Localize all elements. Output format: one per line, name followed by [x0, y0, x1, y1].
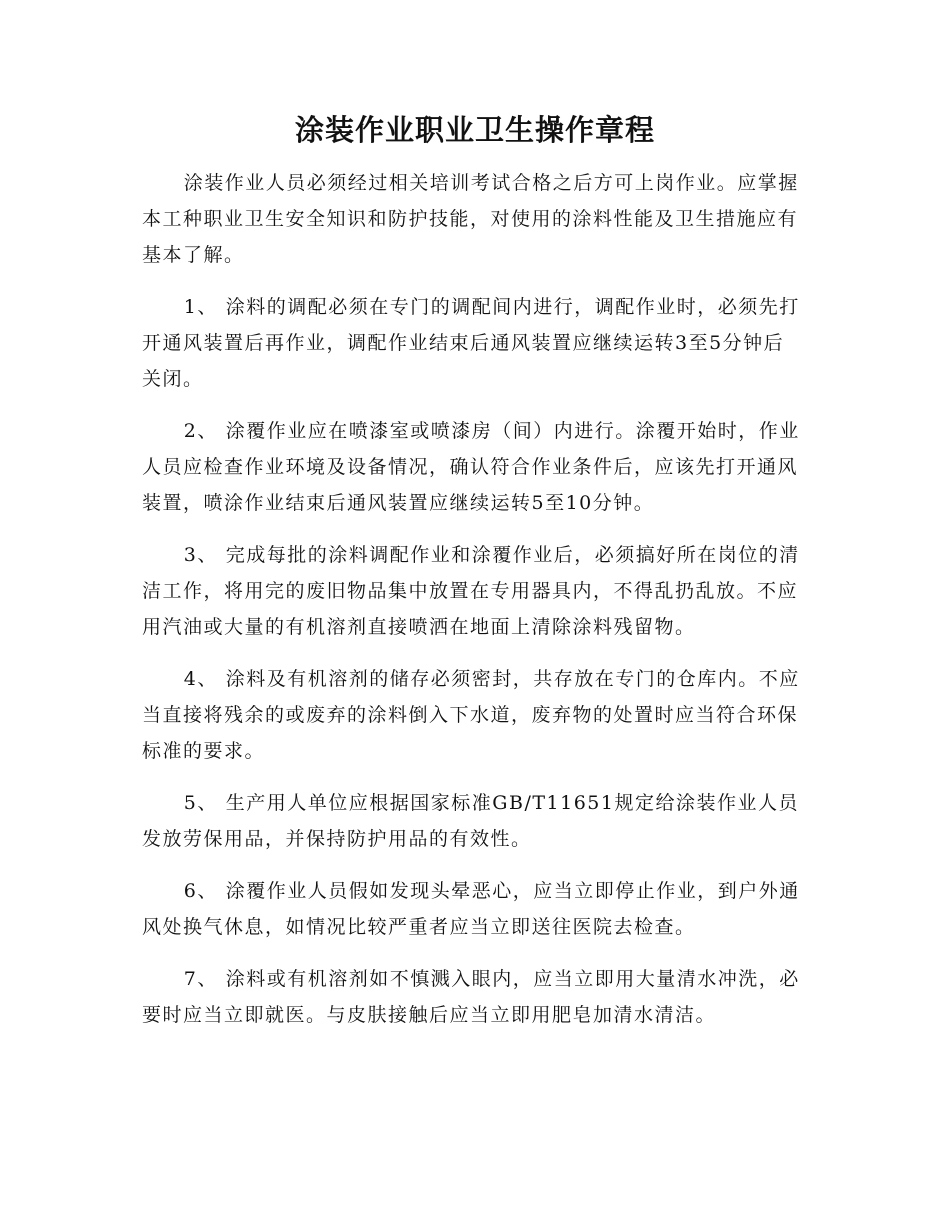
list-item: [142, 537, 802, 645]
item-number: 7、: [183, 968, 218, 990]
item-text: 涂覆作业人员假如发现头晕恶心，应当立即停止作业，到户外通风处换气休息，如情况比较严重者应当立即送往医院去检查。: [142, 880, 800, 938]
document-body: [142, 165, 802, 1049]
list-item: [142, 961, 802, 1033]
list-item: [142, 873, 802, 945]
item-number: 2、: [183, 420, 218, 442]
item-text: 涂料的调配必须在专门的调配间内进行，调配作业时，必须先打开通风装置后再作业，调配作业结束后通风装置应继续运转3至5分钟后关闭。: [142, 296, 800, 390]
item-number: 6、: [183, 880, 218, 902]
item-text: 涂料或有机溶剂如不慎溅入眼内，应当立即用大量清水冲洗，必要时应当立即就医。与皮肤接触后应当立即用肥皂加清水清洁。: [142, 968, 800, 1026]
list-item: [142, 661, 802, 769]
item-text: 涂料及有机溶剂的储存必须密封，共存放在专门的仓库内。不应当直接将残余的或废弃的涂料倒入下水道，废弃物的处置时应当符合环保标准的要求。: [142, 668, 800, 762]
item-text: 生产用人单位应根据国家标准GB/T11651规定给涂装作业人员发放劳保用品，并保持防护用品的有效性。: [142, 792, 799, 850]
list-item: [142, 289, 802, 397]
item-number: 3、: [183, 544, 218, 566]
document-title: 涂装作业职业卫生操作章程: [294, 113, 655, 147]
item-number: 1、: [183, 296, 218, 318]
item-number: 4、: [183, 668, 218, 690]
list-item: [142, 785, 802, 857]
item-text: 完成每批的涂料调配作业和涂覆作业后，必须搞好所在岗位的清洁工作，将用完的废旧物品集中放置在专用器具内，不得乱扔乱放。不应用汽油或大量的有机溶剂直接喷洒在地面上清除涂料残留物。: [142, 544, 800, 638]
list-item: [142, 413, 802, 521]
item-number: 5、: [183, 792, 218, 814]
intro-paragraph: 涂装作业人员必须经过相关培训考试合格之后方可上岗作业。应掌握本工种职业卫生安全知识和防护技能，对使用的涂料性能及卫生措施应有基本了解。: [142, 172, 799, 266]
item-text: 涂覆作业应在喷漆室或喷漆房（间）内进行。涂覆开始时，作业人员应检查作业环境及设备情况，确认符合作业条件后，应该先打开通风装置，喷涂作业结束后通风装置应继续运转5至10分钟。: [142, 420, 800, 514]
